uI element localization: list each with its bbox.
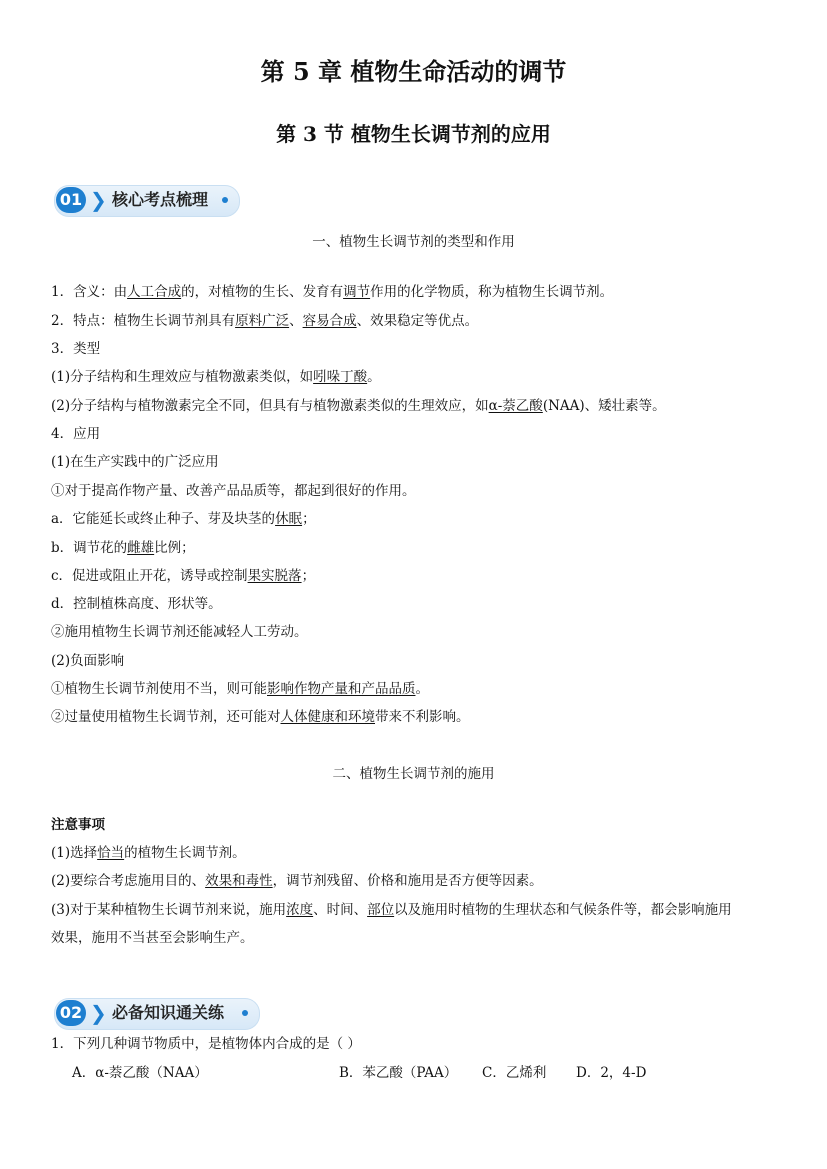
chevron-right-icon: ❯: [90, 188, 107, 212]
chapter-title: 第 5 章 植物生命活动的调节: [260, 57, 567, 86]
line-type-2: (2)分子结构与植物激素完全不同，但具有与植物激素类似的生理效应，如α-萘乙酸(NAA)、矮壮素等。: [51, 398, 666, 414]
part1-title: 一、植物生长调节剂的类型和作用: [312, 234, 515, 250]
option-c: C．乙烯利: [482, 1065, 547, 1081]
note-1: (1)选择恰当的植物生长调节剂。: [51, 845, 246, 861]
dot-icon: [222, 197, 228, 203]
section-title: 第 3 节 植物生长调节剂的应用: [276, 122, 551, 146]
badge-label: 必备知识通关练: [112, 1003, 225, 1022]
section-badge-practice: [54, 998, 260, 1028]
question-1: 1．下列几种调节物质中，是植物体内合成的是（ ）: [51, 1036, 361, 1052]
line-wide-application: (1)在生产实践中的广泛应用: [51, 454, 219, 470]
option-b: B．苯乙酸（PAA）: [339, 1065, 458, 1081]
option-d: D．2，4-D: [576, 1065, 647, 1081]
badge-label: 核心考点梳理: [112, 190, 209, 209]
line-types-heading: 3．类型: [51, 341, 101, 357]
chevron-right-icon: ❯: [90, 1001, 107, 1025]
line-negative-heading: (2)负面影响: [51, 653, 125, 669]
note-2: (2)要综合考虑施用目的、效果和毒性，调节剂残留、价格和施用是否方便等因素。: [51, 873, 543, 889]
part2-title: 二、植物生长调节剂的施用: [332, 766, 495, 782]
line-negative-1: ①植物生长调节剂使用不当，则可能影响作物产量和产品品质。: [51, 681, 429, 697]
note-3: (3)对于某种植物生长调节剂来说，施用浓度、时间、部位以及施用时植物的生理状态和气候条件等，都会影响施用: [51, 902, 732, 918]
line-improve-yield: ①对于提高作物产量、改善产品品质等，都起到很好的作用。: [51, 483, 416, 499]
option-a: A．α-萘乙酸（NAA）: [72, 1065, 208, 1081]
section-badge-core-points: [54, 185, 240, 215]
line-dormancy: a．它能延长或终止种子、芽及块茎的休眠；: [51, 511, 316, 527]
notes-heading: 注意事项: [51, 817, 105, 833]
line-flowering: c．促进或阻止开花，诱导或控制果实脱落；: [51, 568, 316, 584]
line-plant-height: d．控制植株高度、形状等。: [51, 596, 222, 612]
dot-icon: [242, 1010, 248, 1016]
line-sex-ratio: b．调节花的雌雄比例；: [51, 540, 195, 556]
line-reduce-labor: ②施用植物生长调节剂还能减轻人工劳动。: [51, 624, 308, 640]
note-3-continued: 效果，施用不当甚至会影响生产。: [51, 930, 254, 946]
badge-number: 01: [56, 187, 86, 213]
badge-number: 02: [56, 1000, 86, 1026]
line-type-1: (1)分子结构和生理效应与植物激素类似，如吲哚丁酸。: [51, 369, 381, 385]
line-applications-heading: 4．应用: [51, 426, 101, 442]
line-features: 2．特点：植物生长调节剂具有原料广泛、容易合成、效果稳定等优点。: [51, 313, 479, 329]
line-negative-2: ②过量使用植物生长调节剂，还可能对人体健康和环境带来不利影响。: [51, 709, 470, 725]
line-definition: 1．含义：由人工合成的，对植物的生长、发育有调节作用的化学物质，称为植物生长调节剂。: [51, 284, 614, 300]
